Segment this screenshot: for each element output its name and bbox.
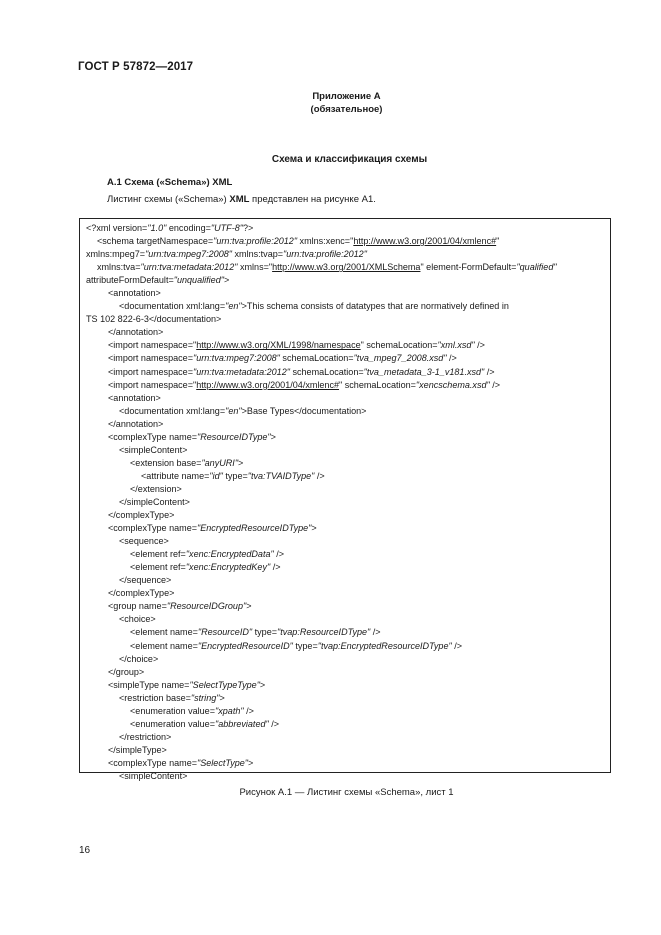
listing-token: <simpleContent> [119,770,188,781]
listing-line [86,509,610,522]
listing-line [86,496,610,509]
listing-token: "urn:tva:metadata:2012" [140,262,238,273]
listing-token: "SelectType" [197,757,249,768]
listing-token: xmlns:xenc=" [297,236,354,247]
listing-token: /> [489,379,501,390]
listing-line [86,757,610,770]
listing-token: <group name= [108,601,167,612]
listing-token: <restriction base= [119,692,191,703]
listing-token: "qualified" [516,262,557,273]
listing-token: <documentation xml:lang= [119,301,226,312]
listing-token: "urn:tva:mpeg7:2008" [193,353,280,364]
intro-text-end: представлен на рисунке А1. [249,194,376,205]
section-title: Схема и классификация схемы [271,154,428,165]
listing-token: "SelectTypeType" [189,679,260,690]
listing-token: /> [268,718,280,729]
listing-token: "string" [190,692,220,703]
listing-line [86,431,610,444]
listing-token: </extension> [130,483,182,494]
listing-token: schemaLocation= [289,366,364,377]
listing-token: </group> [108,666,145,677]
listing-token: > [270,431,276,442]
listing-line [86,300,610,313]
listing-token: >Base Types</documentation> [241,405,367,416]
listing-token: xmlns:tva= [97,262,141,273]
listing-line [86,483,610,496]
listing-token: "unqualified" [173,275,224,286]
listing-token: xmlns:mpeg7= [86,249,146,260]
subsection-heading: А.1 Схема («Schema») XML [107,177,233,188]
listing-token: </simpleType> [108,744,167,755]
listing-line [86,261,610,274]
listing-line [86,418,610,431]
listing-line [86,339,610,352]
xml-listing [86,222,610,783]
listing-token: "en" [225,301,242,312]
listing-line [86,731,610,744]
listing-token: </complexType> [108,510,175,521]
listing-line [86,470,610,483]
listing-token: <element ref= [130,549,186,560]
listing-line [86,613,610,626]
listing-token: <import namespace=" [108,379,197,390]
listing-token: /> [270,562,281,573]
listing-token: "id" [209,470,223,481]
listing-token: <sequence> [119,536,169,547]
listing-line [86,692,610,705]
listing-token: type= [252,627,278,638]
listing-token: </simpleContent> [119,496,190,507]
listing-token: </sequence> [119,575,172,586]
listing-token: <documentation xml:lang= [119,405,226,416]
listing-line [86,248,610,261]
listing-token: <element name= [130,640,198,651]
listing-token: "xenc:EncryptedData" [185,549,274,560]
listing-line [86,222,610,235]
listing-token: <import namespace= [108,353,193,364]
listing-token: schemaLocation= [279,353,354,364]
document-header: ГОСТ Р 57872—2017 [78,61,194,73]
listing-token: /> [243,705,254,716]
listing-line [86,405,610,418]
listing-token: "ResourceIDType" [197,431,271,442]
listing-token: type= [292,640,318,651]
listing-token: xmlns=" [237,262,273,273]
listing-line [86,679,610,692]
listing-line [86,548,610,561]
listing-line [86,379,610,392]
listing-token: </annotation> [108,418,164,429]
listing-token: "EncryptedResourceID" [197,640,293,651]
listing-line [86,235,610,248]
listing-token: <simpleType name= [108,679,190,690]
intro-text-start: Листинг схемы («Schema») [107,194,230,205]
listing-token: "tvap:ResourceIDType" [277,627,371,638]
listing-token: xmlns:tvap= [232,249,284,260]
listing-token: "xenc:EncryptedKey" [185,562,271,573]
listing-line [86,457,610,470]
listing-token: " element-FormDefault= [420,262,517,273]
listing-token: /> [370,627,381,638]
listing-token: /> [446,353,457,364]
listing-line [86,444,610,457]
listing-token: TS 102 822-6-3</documentation> [86,314,222,325]
listing-token: > [311,523,317,534]
listing-token: <simpleContent> [119,444,188,455]
listing-token: <?xml version= [86,223,148,233]
listing-token: > [259,679,266,690]
listing-token: <complexType name= [108,431,198,442]
listing-token: "urn:tva:profile:2012" [283,249,367,260]
listing-line [86,392,610,405]
listing-token: "xml.xsd" [437,340,475,351]
listing-token: ?> [242,223,254,233]
page-number: 16 [79,845,91,856]
listing-line [86,287,610,300]
listing-token: <annotation> [108,392,161,403]
listing-token: "en" [225,405,242,416]
appendix-status: (обязательное) [310,104,383,115]
listing-line [86,587,610,600]
listing-token: "1.0" [147,223,167,233]
listing-token: "abbreviated" [215,718,269,729]
listing-token: /> [474,340,485,351]
listing-token: > [248,757,254,768]
listing-token: <element name= [130,627,198,638]
listing-token: "urn:tva:metadata:2012" [193,366,290,377]
listing-token: "xpath" [215,705,244,716]
listing-line [86,770,610,783]
listing-token: <complexType name= [108,757,198,768]
listing-token: " schemaLocation= [360,340,438,351]
listing-line [86,522,610,535]
listing-line [86,352,610,365]
listing-line [86,274,610,287]
listing-line [86,653,610,666]
listing-line [86,744,610,757]
listing-line [86,574,610,587]
listing-line [86,561,610,574]
listing-token: "EncryptedResourceIDType" [197,523,312,534]
listing-token: /> [484,366,495,377]
listing-token: "tvap:EncryptedResourceIDType" [317,640,452,651]
listing-token: </choice> [119,653,159,664]
listing-token: <annotation> [108,288,161,299]
listing-token: </complexType> [108,588,175,599]
listing-line [86,326,610,339]
listing-token: <enumeration value= [130,718,216,729]
listing-line [86,666,610,679]
listing-line [86,705,610,718]
listing-token: "urn:tva:mpeg7:2008" [145,249,232,260]
listing-token: </annotation> [108,327,164,338]
listing-token: " schemaLocation= [339,379,416,390]
intro-paragraph [107,194,376,205]
listing-token: "ResourceID" [197,627,253,638]
listing-token: "tva:TVAIDType" [247,470,315,481]
listing-token: " [496,236,500,247]
listing-token: <choice> [119,614,156,625]
listing-line [86,366,610,379]
listing-token: <schema targetNamespace= [97,236,214,247]
listing-line [86,313,610,326]
listing-token: "ResourceIDGroup" [166,601,247,612]
listing-token: /> [314,470,325,481]
listing-token: <extension base= [130,457,202,468]
listing-token: "anyURI" [201,457,239,468]
listing-token: <import namespace= [108,366,193,377]
appendix-title: Приложение А [312,91,381,102]
listing-token: "tva_metadata_3-1_v181.xsd" [363,366,485,377]
listing-link: http://www.w3.org/2001/XMLSchema [272,262,421,273]
listing-line [86,718,610,731]
listing-token: <element ref= [130,562,186,573]
listing-line [86,600,610,613]
listing-token: /> [451,640,463,651]
listing-token: <enumeration value= [130,705,216,716]
listing-token: >This schema consists of datatypes that are normatively defined in [241,301,509,312]
listing-token: attributeFormDefault= [86,275,174,286]
listing-token: <complexType name= [108,523,198,534]
listing-token: type= [222,470,248,481]
listing-token: "urn:tva:profile:2012" [213,236,298,247]
listing-token: encoding= [166,223,211,233]
intro-text-bold: XML [229,194,250,205]
listing-token: </restriction> [119,731,172,742]
listing-link: http://www.w3.org/XML/1998/namespace [196,340,361,351]
listing-link: http://www.w3.org/2001/04/xmlenc# [196,379,340,390]
listing-token: > [246,601,252,612]
listing-token: "xencschema.xsd" [415,379,490,390]
listing-line [86,626,610,639]
listing-token: <attribute name= [141,470,210,481]
figure-caption: Рисунок А.1 — Листинг схемы «Schema», лист 1 [239,787,454,798]
listing-token: > [223,275,230,286]
listing-token: "UTF-8" [210,223,243,233]
listing-line [86,535,610,548]
listing-line [86,640,610,653]
listing-token: > [238,457,244,468]
listing-token: > [219,692,225,703]
listing-token: "tva_mpeg7_2008.xsd" [353,353,447,364]
listing-token: /> [273,549,285,560]
listing-token: <import namespace=" [108,340,197,351]
listing-link: http://www.w3.org/2001/04/xmlenc# [353,236,497,247]
